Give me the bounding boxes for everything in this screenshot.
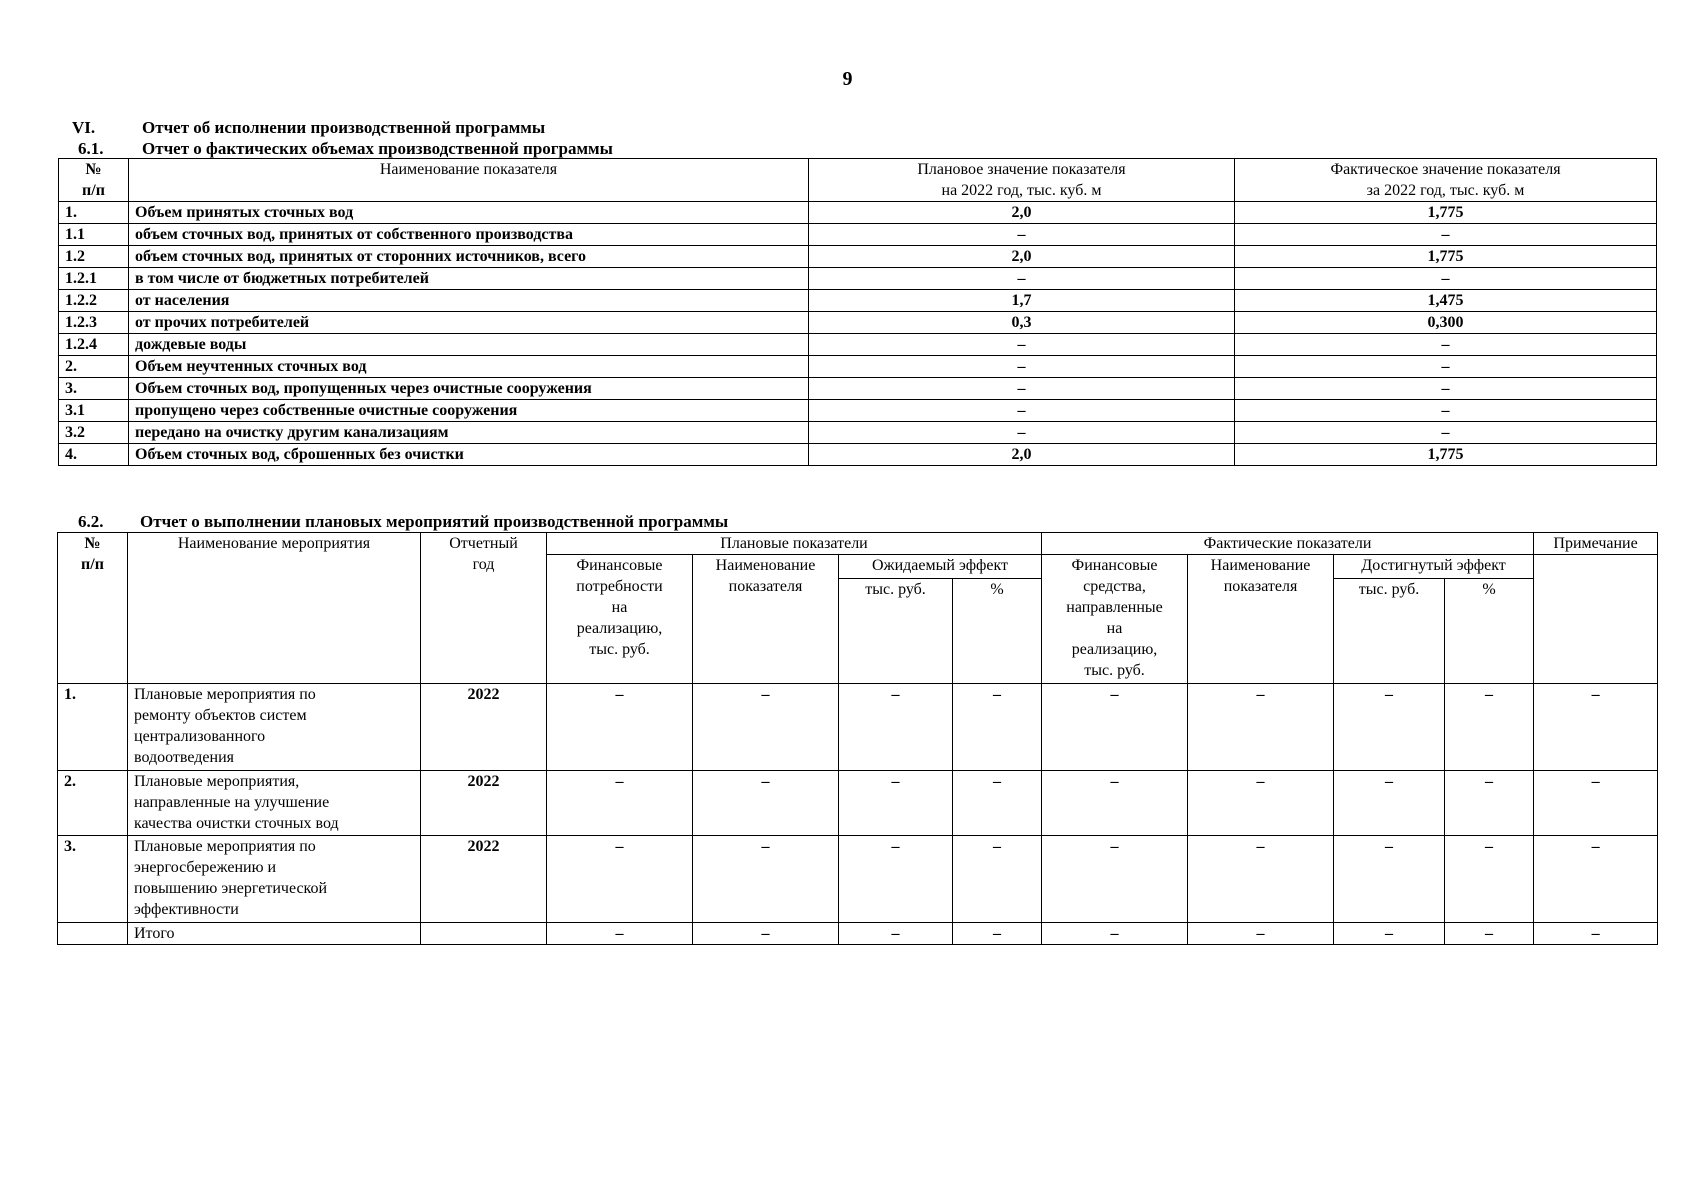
table-row [58,771,1658,836]
total-cell: – [693,923,839,945]
row-cell: – [547,836,693,923]
row-name: в том числе от бюджетных потребителей [129,268,809,290]
row-cell: – [693,771,839,836]
row-name-line: энергосбережению и [134,859,277,876]
fact-fin-line: Финансовые [1071,557,1158,574]
header-plan-line2: на 2022 год, тыс. куб. м [941,182,1102,199]
row-name: объем сточных вод, принятых от сторонних источников, всего [129,246,809,268]
total-year-empty [421,923,547,945]
row-num: 2. [58,771,128,836]
row-plan: 2,0 [809,202,1235,224]
row-cell: – [1534,684,1658,771]
row-cell: – [1445,836,1534,923]
table-row [59,290,1657,312]
table1-header-plan [809,159,1235,202]
row-plan: 2,0 [809,444,1235,466]
row-cell: – [953,771,1042,836]
table-row [58,684,1658,771]
table-row [59,268,1657,290]
fact-fin-line: на [1106,620,1123,637]
row-name: передано на очистку другим канализациям [129,422,809,444]
table2-header-plan-effect: Ожидаемый эффект [839,555,1042,579]
total-cell: – [1042,923,1188,945]
row-cell: – [693,684,839,771]
row-name [128,684,421,771]
total-cell: – [839,923,953,945]
table2-header-note: Примечание [1534,533,1658,555]
table2-header-num [58,533,128,684]
total-cell: – [1334,923,1445,945]
row-cell: – [547,684,693,771]
row-cell: – [1445,771,1534,836]
row-fact: – [1235,334,1657,356]
row-plan: 0,3 [809,312,1235,334]
row-name-line: качества очистки сточных вод [134,815,339,832]
row-num: 4. [59,444,129,466]
row-name-line: Плановые мероприятия по [134,686,316,703]
row-cell: – [1042,771,1188,836]
plan-ind-line: показателя [728,578,803,595]
row-num: 2. [59,356,129,378]
row-cell: – [1334,836,1445,923]
row-name [128,771,421,836]
header-year-line1: Отчетный [449,535,518,552]
production-volume-table [58,158,1657,466]
table2-header-year [421,533,547,684]
row-num: 3. [58,836,128,923]
row-fact: 1,775 [1235,202,1657,224]
total-cell: – [547,923,693,945]
table2-header-plan-fin [547,555,693,684]
row-cell: – [1445,684,1534,771]
fact-fin-line: направленные [1066,599,1163,616]
row-plan: – [809,334,1235,356]
table1-header-num [59,159,129,202]
row-name: пропущено через собственные очистные сооружения [129,400,809,422]
row-year: 2022 [421,836,547,923]
plan-fin-line: потребности [576,578,663,595]
subsection-2-number: 6.2. [78,512,104,531]
plan-fin-line: реализацию, [576,620,663,637]
row-cell: – [839,771,953,836]
row-cell: – [1042,836,1188,923]
row-fact: – [1235,224,1657,246]
row-num: 1. [59,202,129,224]
row-cell: – [1188,684,1334,771]
row-fact: – [1235,378,1657,400]
header-year-line2: год [472,556,495,573]
row-plan: – [809,356,1235,378]
section-heading [72,118,872,140]
table-row [59,224,1657,246]
row-year: 2022 [421,771,547,836]
total-num-empty [58,923,128,945]
row-num: 1.2.2 [59,290,129,312]
table2-header-note-empty [1534,555,1658,684]
page-number: 9 [842,68,853,90]
table-row [58,836,1658,923]
row-cell: – [1334,684,1445,771]
row-plan: 1,7 [809,290,1235,312]
table1-header-name: Наименование показателя [129,159,809,202]
table-row-total [58,923,1658,945]
row-name: Объем сточных вод, сброшенных без очистки [129,444,809,466]
table2-header-planned: Плановые показатели [547,533,1042,555]
row-name: от прочих потребителей [129,312,809,334]
row-num: 1.1 [59,224,129,246]
header-num-line1: № [84,535,101,552]
header-num-line1: № [85,161,102,178]
section-number: VI. [72,118,96,137]
row-cell: – [1042,684,1188,771]
row-num: 1.2.4 [59,334,129,356]
table2-header-plan-ind [693,555,839,684]
row-cell: – [839,836,953,923]
row-year: 2022 [421,684,547,771]
row-num: 1.2 [59,246,129,268]
plan-fin-line: Финансовые [576,557,663,574]
total-cell: – [1534,923,1658,945]
table-row [59,246,1657,268]
row-plan: – [809,268,1235,290]
row-fact: – [1235,356,1657,378]
row-num: 3.1 [59,400,129,422]
plan-ind-line: Наименование [715,557,816,574]
total-cell: – [1188,923,1334,945]
fact-fin-line: тыс. руб. [1084,662,1145,679]
table2-header-fact-fin [1042,555,1188,684]
table2-header-fact-pct: % [1445,579,1534,684]
row-plan: – [809,400,1235,422]
subsection-2-heading [78,512,978,534]
table2-header-plan-rub: тыс. руб. [839,579,953,684]
row-fact: – [1235,422,1657,444]
row-cell: – [1188,771,1334,836]
table1-header-row [59,159,1657,202]
header-fact-line1: Фактическое значение показателя [1330,161,1561,178]
row-fact: 1,775 [1235,444,1657,466]
table1-header-fact [1235,159,1657,202]
table2-header-fact-effect: Достигнутый эффект [1334,555,1534,579]
table2-header-fact-rub: тыс. руб. [1334,579,1445,684]
row-name: дождевые воды [129,334,809,356]
row-cell: – [1534,771,1658,836]
fact-ind-line: Наименование [1210,557,1311,574]
row-name: Объем принятых сточных вод [129,202,809,224]
table-row [59,202,1657,224]
row-num: 3. [59,378,129,400]
table-row [59,400,1657,422]
table2-header-fact-ind [1188,555,1334,684]
row-plan: 2,0 [809,246,1235,268]
table2-header-plan-pct: % [953,579,1042,684]
section-title: Отчет об исполнении производственной программы [142,118,546,137]
header-plan-line1: Плановое значение показателя [917,161,1126,178]
subsection-1-title: Отчет о фактических объемах производственной программы [142,139,613,158]
table-row [59,422,1657,444]
row-cell: – [839,684,953,771]
row-num: 1.2.1 [59,268,129,290]
subsection-2-title: Отчет о выполнении плановых мероприятий производственной программы [140,512,729,531]
total-cell: – [1445,923,1534,945]
row-num: 1.2.3 [59,312,129,334]
row-name: от населения [129,290,809,312]
row-name: объем сточных вод, принятых от собственного производства [129,224,809,246]
fact-ind-line: показателя [1223,578,1298,595]
row-fact: 1,775 [1235,246,1657,268]
fact-fin-line: реализацию, [1071,641,1158,658]
row-num: 1. [58,684,128,771]
table-row [59,334,1657,356]
total-label: Итого [128,923,421,945]
row-cell: – [693,836,839,923]
planned-measures-table [57,532,1658,945]
row-plan: – [809,378,1235,400]
table2-header-actual: Фактические показатели [1042,533,1534,555]
row-plan: – [809,224,1235,246]
plan-fin-line: тыс. руб. [589,641,650,658]
row-cell: – [1534,836,1658,923]
row-name-line: направленные на улучшение [134,794,330,811]
table-row [59,378,1657,400]
table-row [59,312,1657,334]
row-cell: – [1334,771,1445,836]
row-fact: 0,300 [1235,312,1657,334]
row-name [128,836,421,923]
row-cell: – [547,771,693,836]
row-name-line: повышению энергетической [134,880,328,897]
header-num-line2: п/п [82,182,105,199]
header-fact-line2: за 2022 год, тыс. куб. м [1366,182,1525,199]
row-fact: – [1235,268,1657,290]
row-cell: – [1188,836,1334,923]
fact-fin-line: средства, [1083,578,1146,595]
row-name: Объем сточных вод, пропущенных через очистные сооружения [129,378,809,400]
table2-header-row-1 [58,533,1658,555]
row-num: 3.2 [59,422,129,444]
table-row [59,356,1657,378]
row-name: Объем неучтенных сточных вод [129,356,809,378]
row-name-line: централизованного [134,728,266,745]
row-plan: – [809,422,1235,444]
row-fact: 1,475 [1235,290,1657,312]
row-name-line: ремонту объектов систем [134,707,307,724]
row-cell: – [953,684,1042,771]
row-name-line: водоотведения [134,749,234,766]
row-fact: – [1235,400,1657,422]
total-cell: – [953,923,1042,945]
table2-header-name: Наименование мероприятия [128,533,421,684]
row-name-line: эффективности [134,901,239,918]
subsection-1-number: 6.1. [78,139,104,158]
plan-fin-line: на [611,599,628,616]
row-name-line: Плановые мероприятия по [134,838,316,855]
header-num-line2: п/п [81,556,104,573]
table-row [59,444,1657,466]
row-name-line: Плановые мероприятия, [134,773,300,790]
row-cell: – [953,836,1042,923]
